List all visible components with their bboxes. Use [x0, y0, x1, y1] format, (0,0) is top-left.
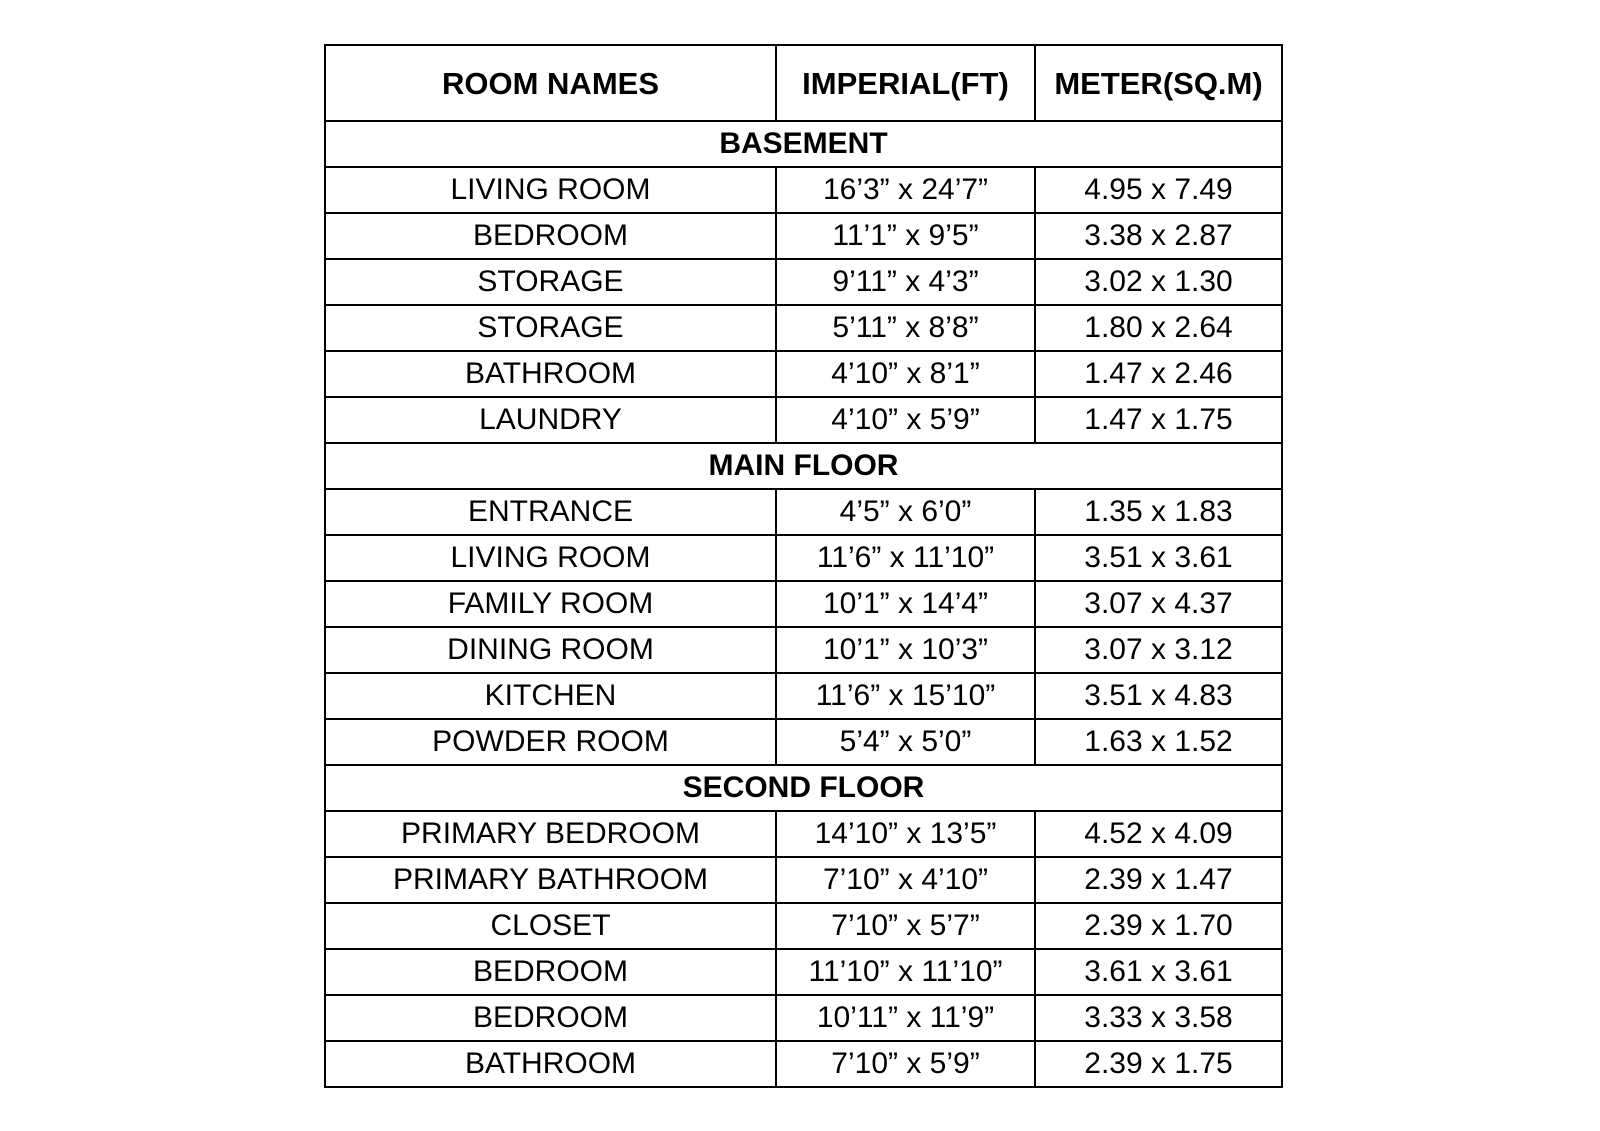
imperial-cell: 4’5” x 6’0”	[776, 489, 1035, 535]
imperial-cell: 10’11” x 11’9”	[776, 995, 1035, 1041]
meter-cell: 4.95 x 7.49	[1035, 167, 1282, 213]
table-body	[325, 121, 1282, 1087]
room-name-cell: LAUNDRY	[325, 397, 776, 443]
meter-cell: 3.51 x 3.61	[1035, 535, 1282, 581]
table-row	[325, 1041, 1282, 1087]
section-row	[325, 443, 1282, 489]
room-name-cell: LIVING ROOM	[325, 535, 776, 581]
meter-cell: 1.35 x 1.83	[1035, 489, 1282, 535]
room-name-cell: STORAGE	[325, 259, 776, 305]
section-title: BASEMENT	[325, 121, 1282, 167]
header-row	[325, 45, 1282, 121]
section-row	[325, 765, 1282, 811]
imperial-cell: 4’10” x 5’9”	[776, 397, 1035, 443]
table-row	[325, 259, 1282, 305]
imperial-cell: 7’10” x 5’7”	[776, 903, 1035, 949]
room-name-cell: DINING ROOM	[325, 627, 776, 673]
meter-cell: 3.61 x 3.61	[1035, 949, 1282, 995]
table-row	[325, 397, 1282, 443]
meter-cell: 3.07 x 4.37	[1035, 581, 1282, 627]
imperial-cell: 14’10” x 13’5”	[776, 811, 1035, 857]
table-row	[325, 949, 1282, 995]
room-dimensions-table	[324, 44, 1283, 1088]
meter-cell: 2.39 x 1.47	[1035, 857, 1282, 903]
section-title: MAIN FLOOR	[325, 443, 1282, 489]
table-row	[325, 903, 1282, 949]
imperial-cell: 10’1” x 14’4”	[776, 581, 1035, 627]
imperial-cell: 7’10” x 4’10”	[776, 857, 1035, 903]
room-name-cell: CLOSET	[325, 903, 776, 949]
section-row	[325, 121, 1282, 167]
meter-cell: 3.38 x 2.87	[1035, 213, 1282, 259]
imperial-cell: 4’10” x 8’1”	[776, 351, 1035, 397]
table-row	[325, 535, 1282, 581]
table-row	[325, 627, 1282, 673]
room-name-cell: BEDROOM	[325, 949, 776, 995]
meter-cell: 1.63 x 1.52	[1035, 719, 1282, 765]
imperial-cell: 9’11” x 4’3”	[776, 259, 1035, 305]
meter-cell: 3.07 x 3.12	[1035, 627, 1282, 673]
table-row	[325, 489, 1282, 535]
meter-cell: 3.51 x 4.83	[1035, 673, 1282, 719]
imperial-cell: 11’6” x 11’10”	[776, 535, 1035, 581]
table-row	[325, 167, 1282, 213]
meter-cell: 2.39 x 1.75	[1035, 1041, 1282, 1087]
meter-cell: 4.52 x 4.09	[1035, 811, 1282, 857]
table-row	[325, 719, 1282, 765]
table-row	[325, 213, 1282, 259]
imperial-cell: 7’10” x 5’9”	[776, 1041, 1035, 1087]
room-name-cell: ENTRANCE	[325, 489, 776, 535]
meter-cell: 1.47 x 2.46	[1035, 351, 1282, 397]
header-meter: METER(SQ.M)	[1035, 45, 1282, 121]
room-name-cell: STORAGE	[325, 305, 776, 351]
table-row	[325, 673, 1282, 719]
table-row	[325, 811, 1282, 857]
room-name-cell: BATHROOM	[325, 1041, 776, 1087]
imperial-cell: 10’1” x 10’3”	[776, 627, 1035, 673]
room-name-cell: BEDROOM	[325, 995, 776, 1041]
meter-cell: 1.47 x 1.75	[1035, 397, 1282, 443]
imperial-cell: 16’3” x 24’7”	[776, 167, 1035, 213]
meter-cell: 3.33 x 3.58	[1035, 995, 1282, 1041]
imperial-cell: 5’4” x 5’0”	[776, 719, 1035, 765]
room-name-cell: BATHROOM	[325, 351, 776, 397]
room-name-cell: PRIMARY BEDROOM	[325, 811, 776, 857]
table-header	[325, 45, 1282, 121]
imperial-cell: 11’1” x 9’5”	[776, 213, 1035, 259]
room-name-cell: POWDER ROOM	[325, 719, 776, 765]
header-imperial: IMPERIAL(FT)	[776, 45, 1035, 121]
table-row	[325, 351, 1282, 397]
table-row	[325, 305, 1282, 351]
room-name-cell: LIVING ROOM	[325, 167, 776, 213]
table-row	[325, 581, 1282, 627]
meter-cell: 3.02 x 1.30	[1035, 259, 1282, 305]
section-title: SECOND FLOOR	[325, 765, 1282, 811]
meter-cell: 1.80 x 2.64	[1035, 305, 1282, 351]
imperial-cell: 11’6” x 15’10”	[776, 673, 1035, 719]
room-name-cell: FAMILY ROOM	[325, 581, 776, 627]
imperial-cell: 5’11” x 8’8”	[776, 305, 1035, 351]
meter-cell: 2.39 x 1.70	[1035, 903, 1282, 949]
header-room-names: ROOM NAMES	[325, 45, 776, 121]
room-name-cell: PRIMARY BATHROOM	[325, 857, 776, 903]
table-row	[325, 995, 1282, 1041]
table-row	[325, 857, 1282, 903]
room-name-cell: KITCHEN	[325, 673, 776, 719]
room-name-cell: BEDROOM	[325, 213, 776, 259]
imperial-cell: 11’10” x 11’10”	[776, 949, 1035, 995]
